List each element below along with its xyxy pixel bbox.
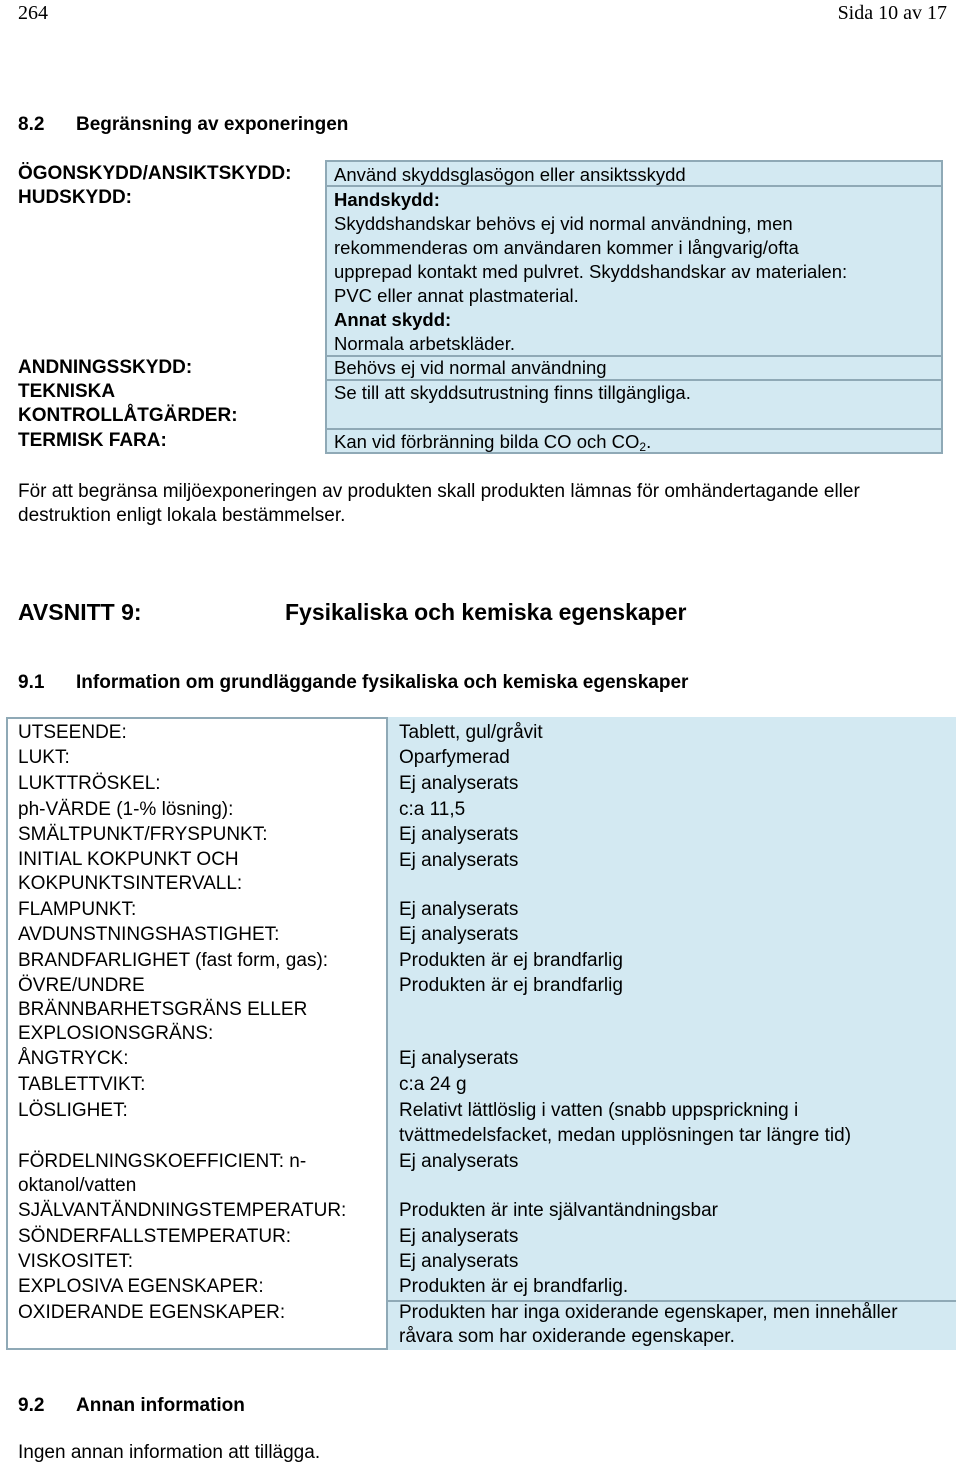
property-value: tvättmedelsfacket, medan upplösningen tar längre tid) [399,1125,852,1146]
page-counter: Sida 10 av 17 [837,2,947,24]
property-label: EXPLOSIVA EGENSKAPER: [18,1276,264,1297]
label-eye-protection: ÖGONSKYDD/ANSIKTSKYDD: [18,163,292,184]
label-thermal-hazard: TERMISK FARA: [18,430,167,451]
environment-paragraph-line-2: destruktion enligt lokala bestämmelser. [18,505,346,526]
property-label: BRÄNNBARHETSGRÄNS ELLER [18,999,308,1020]
property-value: Produkten har inga oxiderande egenskaper, men innehåller [399,1302,898,1323]
property-value: Ej analyserats [399,924,519,945]
property-value: Produkten är ej brandfarlig [399,975,623,996]
property-value: Produkten är ej brandfarlig. [399,1276,629,1297]
property-label: LUKTTRÖSKEL: [18,773,161,794]
value-respiratory-protection: Behövs ej vid normal användning [334,357,607,378]
value-hand-protection-heading: Handskydd: [334,189,440,210]
section-9-label: AVSNITT 9: [18,599,142,625]
section-9-2-title: Annan information [76,1395,245,1416]
property-label: KOKPUNKTSINTERVALL: [18,873,243,894]
property-value: Ej analyserats [399,824,519,845]
property-label: ph-VÄRDE (1-% lösning): [18,799,234,820]
property-label: SMÄLTPUNKT/FRYSPUNKT: [18,824,268,845]
label-technical-controls-1: TEKNISKA [18,381,116,402]
property-label: AVDUNSTNINGSHASTIGHET: [18,924,280,945]
property-label: FÖRDELNINGSKOEFFICIENT: n- [18,1151,307,1172]
property-value: Produkten är inte självantändningsbar [399,1200,718,1221]
property-value: c:a 11,5 [399,799,466,820]
property-label: VISKOSITET: [18,1251,134,1272]
property-label: FLAMPUNKT: [18,899,137,920]
property-value: Ej analyserats [399,1048,519,1069]
property-value: Ej analyserats [399,899,519,920]
property-value: Produkten är ej brandfarlig [399,950,623,971]
property-label: INITIAL KOKPUNKT OCH [18,849,239,870]
property-label: SÖNDERFALLSTEMPERATUR: [18,1226,292,1247]
property-label: TABLETTVIKT: [18,1074,146,1095]
property-label: SJÄLVANTÄNDNINGSTEMPERATUR: [18,1200,347,1221]
value-skin-line-1: Skyddshandskar behövs ej vid normal användning, men [334,213,793,234]
label-respiratory-protection: ANDNINGSSKYDD: [18,357,193,378]
value-technical-controls: Se till att skyddsutrustning finns tillgängliga. [334,382,691,403]
page-number: 264 [18,2,48,24]
table-row-divider [327,428,941,430]
value-thermal-hazard: Kan vid förbränning bilda CO och $CO_2$. [334,431,652,454]
property-label: LUKT: [18,747,70,768]
section-9-1-number: 9.1 [18,672,45,693]
label-technical-controls-2: KONTROLLÅTGÄRDER: [18,405,238,426]
label-skin-protection: HUDSKYDD: [18,187,132,208]
property-label: ÅNGTRYCK: [18,1048,129,1069]
property-value: råvara som har oxiderande egenskaper. [399,1326,735,1347]
value-other-protection: Normala arbetskläder. [334,333,515,354]
section-9-2-text: Ingen annan information att tillägga. [18,1442,321,1463]
property-label: OXIDERANDE EGENSKAPER: [18,1302,286,1323]
property-label: UTSEENDE: [18,722,127,743]
section-9-1-title: Information om grundläggande fysikaliska och kemiska egenskaper [76,672,689,693]
section-9-2-number: 9.2 [18,1395,45,1416]
property-value: Ej analyserats [399,850,519,871]
table-row-divider [327,379,941,381]
section-8-2-number: 8.2 [18,114,45,135]
property-value: Ej analyserats [399,773,519,794]
environment-paragraph-line-1: För att begränsa miljöexponeringen av produkten skall produkten lämnas för omhändertagande eller [18,481,860,502]
value-skin-line-3: upprepad kontakt med pulvret. Skyddshandskar av materialen: [334,261,848,282]
section-8-2-title: Begränsning av exponeringen [76,114,349,135]
property-value: Relativt lättlöslig i vatten (snabb uppsprickning i [399,1100,799,1121]
property-label: LÖSLIGHET: [18,1100,128,1121]
property-label: BRANDFARLIGHET (fast form, gas): [18,950,329,971]
value-skin-line-2: rekommenderas om användaren kommer i långvarig/ofta [334,237,799,258]
value-other-protection-heading: Annat skydd: [334,309,452,330]
property-value: Ej analyserats [399,1151,519,1172]
property-value: Ej analyserats [399,1251,519,1272]
property-label: oktanol/vatten [18,1175,137,1196]
value-skin-line-4: PVC eller annat plastmaterial. [334,285,579,306]
property-value: Oparfymerad [399,747,510,768]
section-9-title: Fysikaliska och kemiska egenskaper [285,599,687,625]
value-eye-protection: Använd skyddsglasögon eller ansiktsskydd [334,164,686,185]
property-value: c:a 24 g [399,1074,467,1095]
property-value: Tablett, gul/gråvit [399,722,543,743]
property-value: Ej analyserats [399,1226,519,1247]
property-label: EXPLOSIONSGRÄNS: [18,1023,214,1044]
property-label: ÖVRE/UNDRE [18,975,145,996]
